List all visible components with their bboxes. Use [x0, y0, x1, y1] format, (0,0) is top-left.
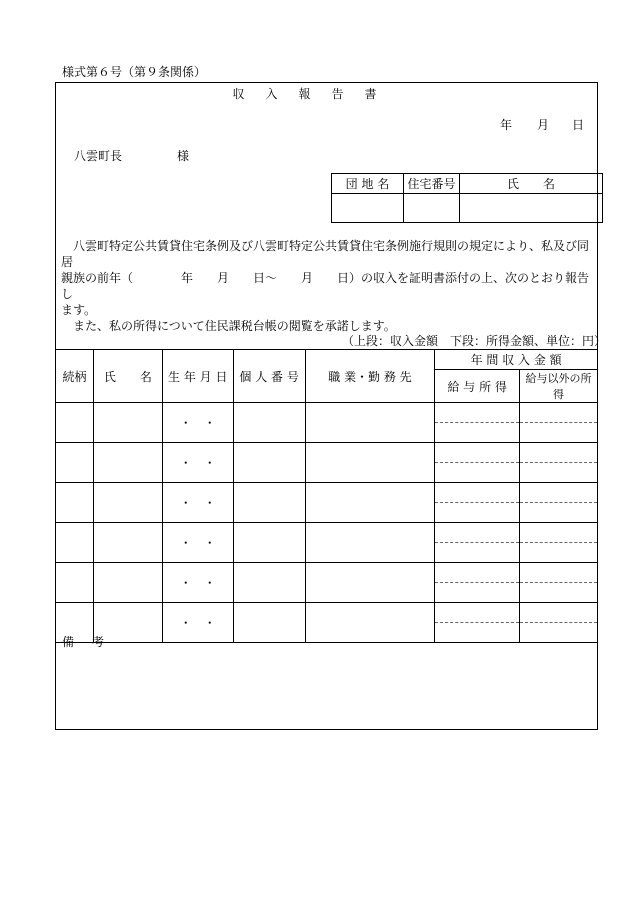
name-cell[interactable]	[93, 483, 162, 523]
id-number-cell[interactable]	[233, 483, 305, 523]
birthdate-cell[interactable]: ・ ・	[162, 603, 233, 643]
header-id-number: 個 人 番 号	[233, 350, 305, 403]
occupation-cell[interactable]	[305, 563, 435, 603]
table-row	[56, 603, 598, 643]
birthdate-cell[interactable]: ・ ・	[162, 523, 233, 563]
table-row	[56, 523, 598, 563]
header-complex-name: 団 地 名	[332, 174, 404, 194]
relation-cell[interactable]	[56, 523, 94, 563]
declaration-line-3: ます。	[61, 303, 97, 317]
birthdate-cell[interactable]: ・ ・	[162, 443, 233, 483]
header-annual-income: 年 間 収 入 金 額	[435, 350, 598, 370]
relation-cell[interactable]	[56, 483, 94, 523]
id-number-cell[interactable]	[233, 403, 305, 443]
income-divider	[520, 622, 597, 623]
income-divider	[435, 502, 519, 503]
addressee-name: 八雲町長	[74, 149, 123, 163]
income-divider	[520, 582, 597, 583]
name-cell[interactable]	[93, 523, 162, 563]
header-unit-number: 住宅番号	[404, 174, 460, 194]
date-day: 日	[572, 118, 585, 132]
id-number-cell[interactable]	[233, 523, 305, 563]
income-divider	[520, 542, 597, 543]
header-resident-name: 氏 名	[460, 174, 603, 194]
form-label: 様式第６号（第９条関係）	[62, 65, 207, 79]
header-name: 氏 名	[93, 350, 162, 403]
name-cell[interactable]	[93, 403, 162, 443]
other-income-cell[interactable]	[520, 483, 598, 523]
header-birthdate: 生 年 月 日	[162, 350, 233, 403]
consent-line: また、私の所得について住民課税台帳の閲覧を承諾します。	[73, 319, 396, 333]
birthdate-cell[interactable]: ・ ・	[162, 403, 233, 443]
occupation-cell[interactable]	[305, 443, 435, 483]
salary-income-cell[interactable]	[435, 603, 520, 643]
date-month: 月	[537, 118, 550, 132]
declaration-line-2: 親族の前年（ 年 月 日～ 月 日）の収入を証明書添付の上、次のとおり報告し	[61, 271, 590, 301]
resident-info-table	[331, 173, 603, 223]
id-number-cell[interactable]	[233, 443, 305, 483]
relation-cell[interactable]	[56, 403, 94, 443]
income-divider	[520, 502, 597, 503]
other-income-cell[interactable]	[520, 603, 598, 643]
complex-name-field[interactable]	[332, 194, 404, 223]
unit-number-field[interactable]	[404, 194, 460, 223]
other-income-cell[interactable]	[520, 523, 598, 563]
income-divider	[435, 582, 519, 583]
table-row	[56, 483, 598, 523]
income-divider	[435, 542, 519, 543]
salary-income-cell[interactable]	[435, 483, 520, 523]
header-other-income: 給与以外の所得	[520, 370, 598, 403]
other-income-cell[interactable]	[520, 443, 598, 483]
other-income-cell[interactable]	[520, 403, 598, 443]
remarks-label: 備考	[62, 635, 123, 649]
id-number-cell[interactable]	[233, 563, 305, 603]
table-row	[56, 443, 598, 483]
declaration-paragraph	[61, 238, 591, 334]
other-income-cell[interactable]	[520, 563, 598, 603]
table-row	[56, 403, 598, 443]
salary-income-cell[interactable]	[435, 563, 520, 603]
declaration-line-1: 八雲町特定公共賃貸住宅条例及び八雲町特定公共賃貸住宅条例施行規則の規定により、私及び同居	[61, 239, 590, 269]
occupation-cell[interactable]	[305, 603, 435, 643]
name-cell[interactable]	[93, 563, 162, 603]
resident-name-field[interactable]	[460, 194, 603, 223]
birthdate-cell[interactable]: ・ ・	[162, 563, 233, 603]
income-divider	[435, 422, 519, 423]
household-income-table	[55, 349, 598, 643]
header-relation: 続柄	[56, 350, 94, 403]
income-divider	[520, 462, 597, 463]
name-cell[interactable]	[93, 443, 162, 483]
form-title: 収入報告書	[232, 87, 398, 101]
id-number-cell[interactable]	[233, 603, 305, 643]
header-salary-income: 給 与 所 得	[435, 370, 520, 403]
birthdate-cell[interactable]: ・ ・	[162, 483, 233, 523]
table-row	[56, 563, 598, 603]
income-divider	[435, 622, 519, 623]
relation-cell[interactable]	[56, 443, 94, 483]
date-year: 年	[500, 118, 513, 132]
header-occupation: 職 業・勤 務 先	[305, 350, 435, 403]
income-divider	[435, 462, 519, 463]
salary-income-cell[interactable]	[435, 403, 520, 443]
addressee-honorific: 様	[177, 149, 190, 163]
occupation-cell[interactable]	[305, 523, 435, 563]
relation-cell[interactable]	[56, 563, 94, 603]
salary-income-cell[interactable]	[435, 523, 520, 563]
occupation-cell[interactable]	[305, 403, 435, 443]
salary-income-cell[interactable]	[435, 443, 520, 483]
occupation-cell[interactable]	[305, 483, 435, 523]
unit-note: （上段：収入金額 下段：所得金額、単位：円）	[342, 334, 607, 348]
income-divider	[520, 422, 597, 423]
